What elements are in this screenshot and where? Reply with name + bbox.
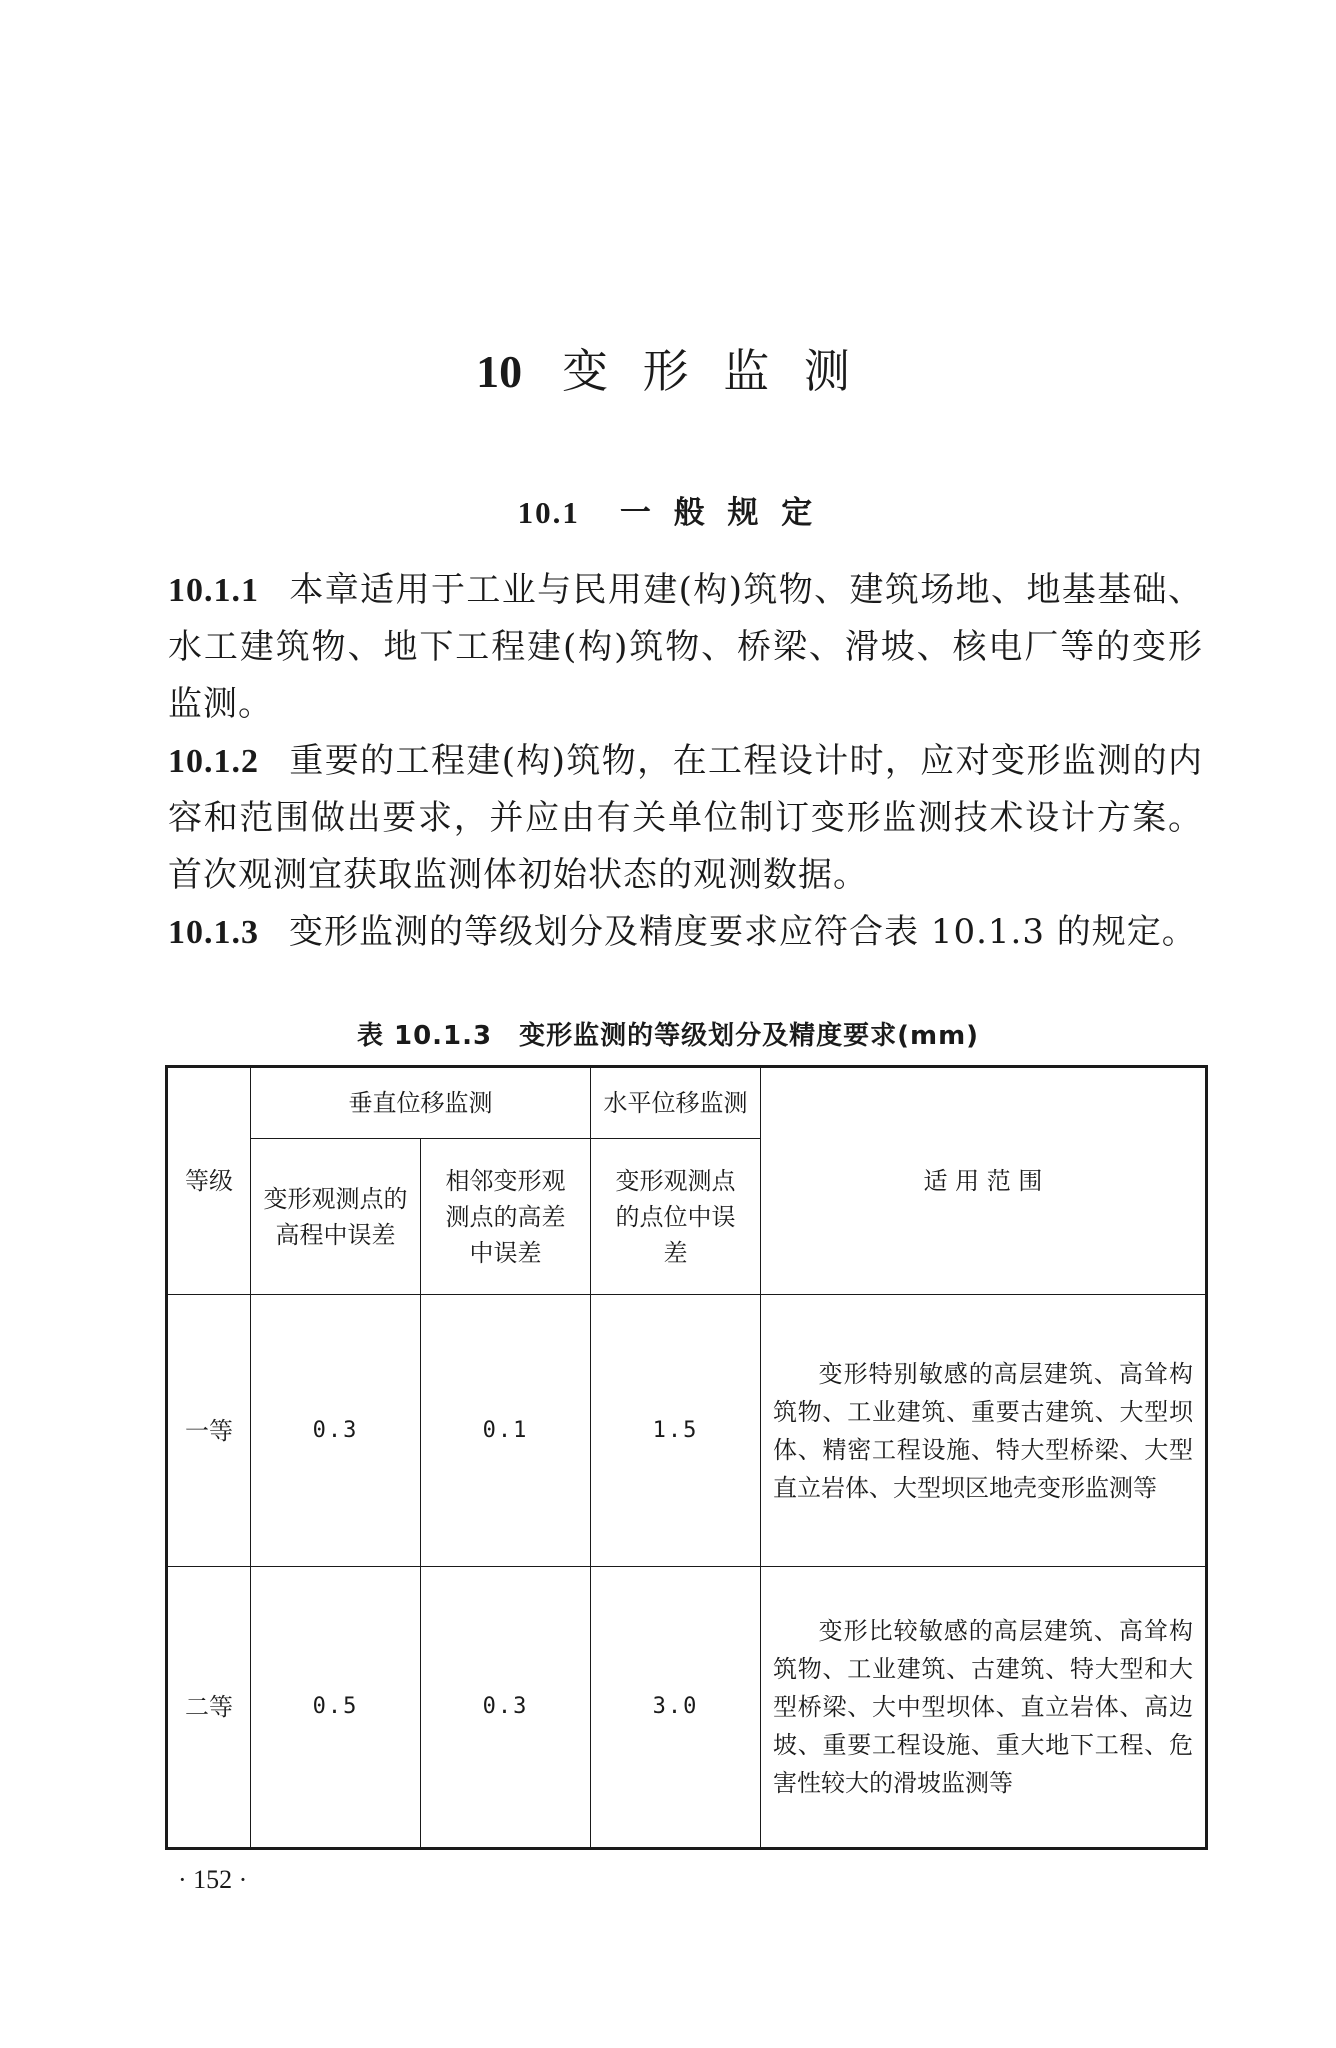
header-height-diff-error: 相邻变形观测点的高差中误差 (421, 1139, 591, 1295)
header-grade: 等级 (167, 1067, 251, 1295)
body-text (168, 562, 1203, 961)
cell-scope (761, 1295, 1207, 1567)
cell-elevation-error: 0.3 (251, 1295, 421, 1567)
header-horizontal-group: 水平位移监测 (591, 1067, 761, 1139)
clause-10-1-1 (168, 562, 1203, 733)
clause-10-1-3 (168, 904, 1203, 961)
scope-text: 变形特别敏感的高层建筑、高耸构筑物、工业建筑、重要古建筑、大型坝体、精密工程设施、特大型桥梁、大型直立岩体、大型坝区地壳变形监测等 (773, 1359, 1193, 1502)
scope-text: 变形比较敏感的高层建筑、高耸构筑物、工业建筑、古建筑、特大型和大型桥梁、大中型坝体、直立岩体、高边坡、重要工程设施、重大地下工程、危害性较大的滑坡监测等 (773, 1617, 1193, 1797)
cell-height-diff-error: 0.3 (421, 1567, 591, 1849)
table-row (167, 1295, 1207, 1567)
page-number: · 152 · (178, 1865, 248, 1894)
table-caption: 表 10.1.3 变形监测的等级划分及精度要求(mm) (356, 1021, 980, 1051)
cell-scope (761, 1567, 1207, 1849)
header-elevation-error: 变形观测点的高程中误差 (251, 1139, 421, 1295)
cell-grade: 一等 (167, 1295, 251, 1567)
table-header-row (167, 1067, 1207, 1139)
grade-precision-table (165, 1065, 1208, 1850)
clause-number: 10.1.2 (168, 743, 259, 780)
cell-height-diff-error: 0.1 (421, 1295, 591, 1567)
table-row (167, 1567, 1207, 1849)
cell-point-error: 3.0 (591, 1567, 761, 1849)
cell-elevation-error: 0.5 (251, 1567, 421, 1849)
header-point-error: 变形观测点的点位中误差 (591, 1139, 761, 1295)
clause-text: 重要的工程建(构)筑物，在工程设计时，应对变形监测的内容和范围做出要求，并应由有关单位制订变形监测技术设计方案。首次观测宜获取监测体初始状态的观测数据。 (168, 741, 1203, 895)
cell-point-error: 1.5 (591, 1295, 761, 1567)
clause-number: 10.1.1 (168, 572, 259, 609)
chapter-number: 10 (476, 346, 523, 397)
clause-10-1-2 (168, 733, 1203, 904)
clause-text: 变形监测的等级划分及精度要求应符合表 10.1.3 的规定。 (289, 912, 1197, 952)
section-name: 一 般 规 定 (619, 495, 819, 531)
clause-number: 10.1.3 (168, 914, 259, 951)
cell-grade: 二等 (167, 1567, 251, 1849)
clause-text: 本章适用于工业与民用建(构)筑物、建筑场地、地基基础、水工建筑物、地下工程建(构)筑物、桥梁、滑坡、核电厂等的变形监测。 (168, 570, 1203, 724)
chapter-name: 变 形 监 测 (562, 344, 860, 398)
section-title (0, 487, 1336, 532)
header-scope: 适 用 范 围 (761, 1067, 1207, 1295)
chapter-title (0, 335, 1336, 401)
section-number: 10.1 (517, 495, 580, 530)
header-vertical-group: 垂直位移监测 (251, 1067, 591, 1139)
